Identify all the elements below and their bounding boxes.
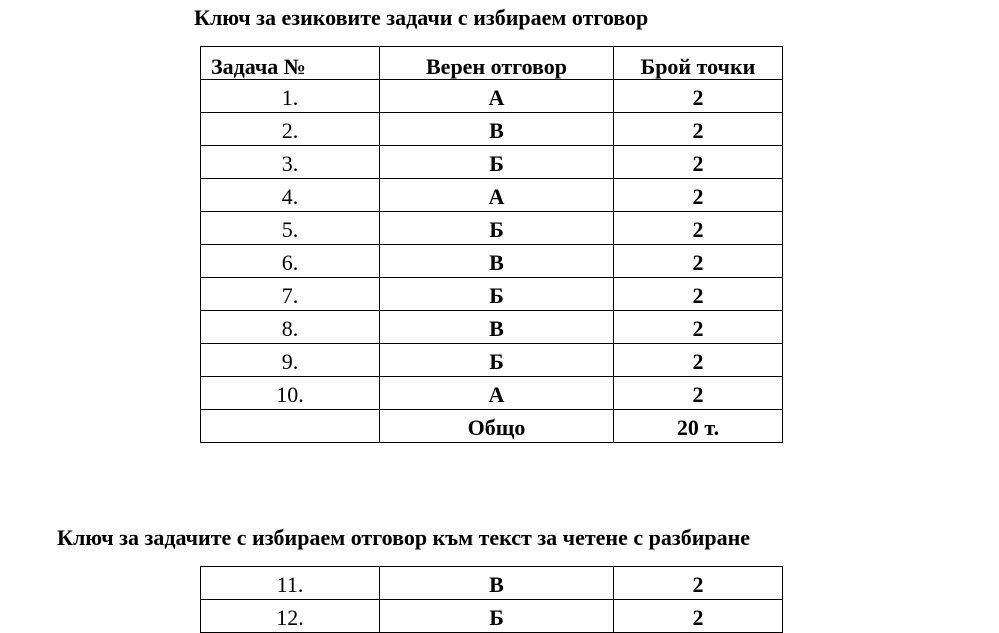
table-row [201, 245, 783, 278]
points: 2 [614, 113, 783, 146]
task-number: 5. [201, 212, 380, 245]
task-number: 12. [201, 600, 380, 633]
reading-tasks-key-table [200, 566, 783, 633]
task-number: 3. [201, 146, 380, 179]
table-row [201, 212, 783, 245]
section2-title: Ключ за задачите с избираем отговор към текст за четене с разбиране [57, 525, 751, 550]
task-number: 9. [201, 344, 380, 377]
points: 2 [614, 212, 783, 245]
table-row [201, 377, 783, 410]
correct-answer: Б [380, 278, 614, 311]
correct-answer: Б [380, 600, 614, 633]
correct-answer: В [380, 311, 614, 344]
table-row [201, 146, 783, 179]
table-row [201, 344, 783, 377]
table-row [201, 179, 783, 212]
correct-answer: В [380, 245, 614, 278]
task-number: 6. [201, 245, 380, 278]
correct-answer: В [380, 113, 614, 146]
points: 2 [614, 377, 783, 410]
points: 2 [614, 600, 783, 633]
correct-answer: А [380, 179, 614, 212]
points: 2 [614, 245, 783, 278]
task-number: 11. [201, 567, 380, 600]
task-number: 7. [201, 278, 380, 311]
table-row [201, 311, 783, 344]
task-number: 8. [201, 311, 380, 344]
points: 2 [614, 146, 783, 179]
task-number: 2. [201, 113, 380, 146]
table-row [201, 113, 783, 146]
section1-title: Ключ за езиковите задачи с избираем отговор [194, 5, 649, 30]
table-row [201, 278, 783, 311]
header-points: Брой точки [614, 47, 783, 80]
correct-answer: Б [380, 146, 614, 179]
total-label: Общо [380, 410, 614, 443]
table-row [201, 567, 783, 600]
points: 2 [614, 80, 783, 113]
task-number: 1. [201, 80, 380, 113]
correct-answer: А [380, 377, 614, 410]
correct-answer: Б [380, 344, 614, 377]
header-correct-answer: Верен отговор [380, 47, 614, 80]
table-row [201, 80, 783, 113]
task-number: 4. [201, 179, 380, 212]
header-task-number: Задача № [201, 47, 380, 80]
correct-answer: Б [380, 212, 614, 245]
correct-answer: А [380, 80, 614, 113]
table-row [201, 600, 783, 633]
points: 2 [614, 311, 783, 344]
total-points: 20 т. [614, 410, 783, 443]
points: 2 [614, 567, 783, 600]
task-number: 10. [201, 377, 380, 410]
table-header-row [201, 47, 783, 80]
language-tasks-key-table [200, 46, 783, 443]
points: 2 [614, 278, 783, 311]
points: 2 [614, 344, 783, 377]
total-row [201, 410, 783, 443]
points: 2 [614, 179, 783, 212]
correct-answer: В [380, 567, 614, 600]
empty-cell [201, 410, 380, 443]
